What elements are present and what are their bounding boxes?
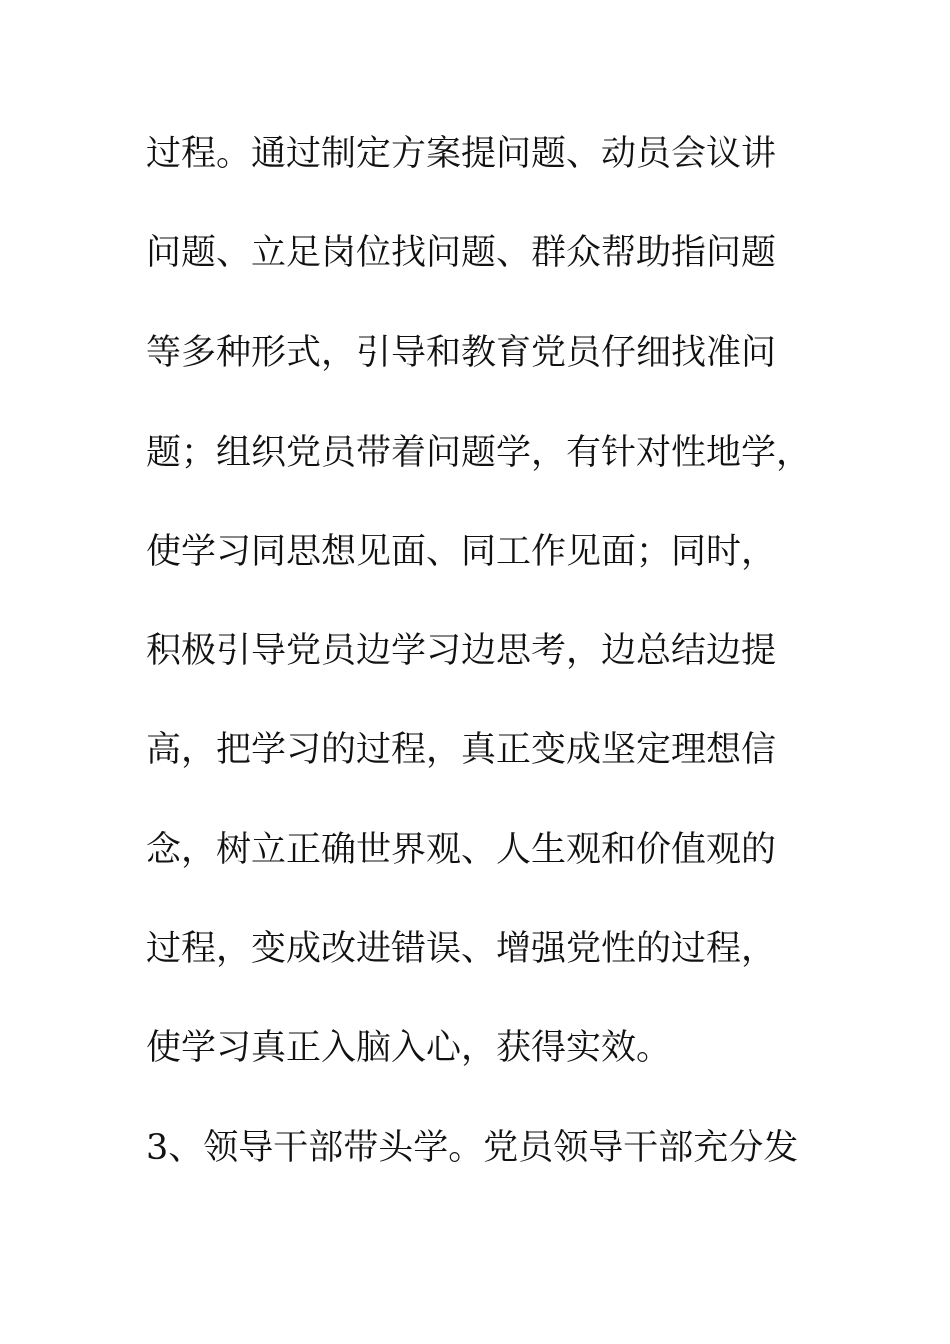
text-line: 使学习同思想见面、同工作见面；同时， xyxy=(146,532,777,572)
text-line: 使学习真正入脑入心，获得实效。 xyxy=(146,1028,672,1068)
text-line: 问题、立足岗位找问题、群众帮助指问题 xyxy=(146,233,777,273)
text-line: 题；组织党员带着问题学，有针对性地学， xyxy=(146,433,812,473)
text-line: 过程，变成改进错误、增强党性的过程， xyxy=(146,929,777,969)
text-line: 过程。通过制定方案提问题、动员会议讲 xyxy=(146,134,777,174)
text-line: 念，树立正确世界观、人生观和价值观的 xyxy=(146,830,777,870)
text-line: 高，把学习的过程，真正变成坚定理想信 xyxy=(146,730,777,770)
text-line: 积极引导党员边学习边思考，边总结边提 xyxy=(146,631,777,671)
numbered-item-heading: 3、领导干部带头学。党员领导干部充分发 xyxy=(146,1128,799,1168)
text-line: 等多种形式，引导和教育党员仔细找准问 xyxy=(146,333,777,373)
